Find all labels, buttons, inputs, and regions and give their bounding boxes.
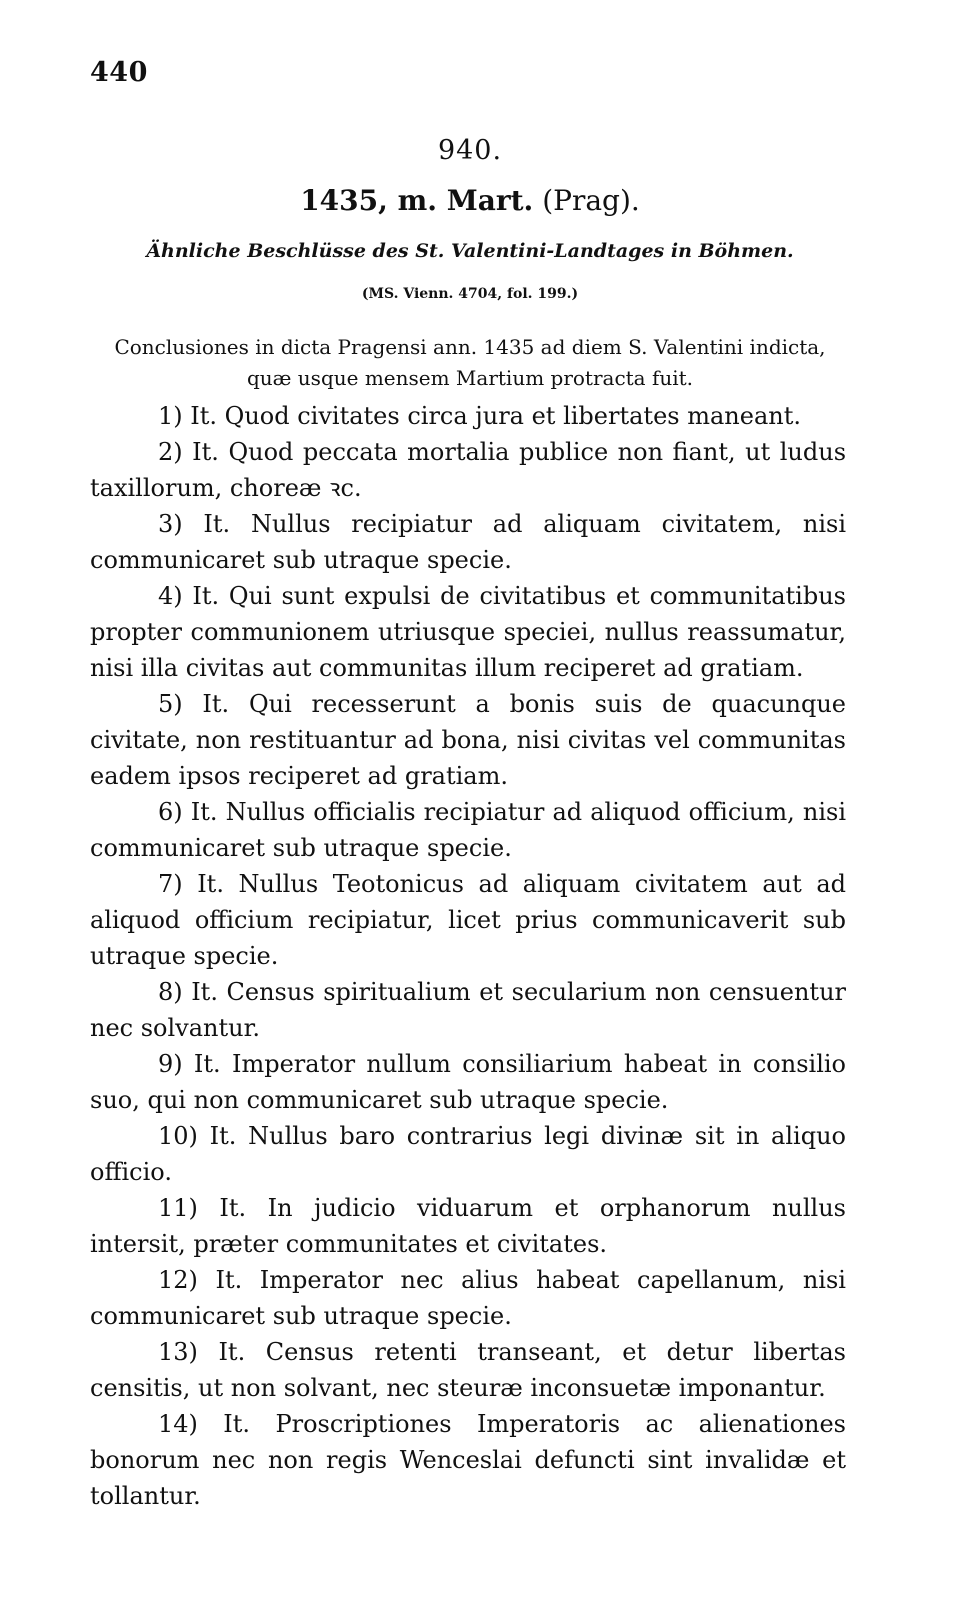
- item-number: 1) It.: [158, 402, 218, 430]
- list-item: [90, 974, 846, 1046]
- item-number: 4) It.: [158, 582, 220, 610]
- list-item: [90, 1262, 846, 1334]
- item-text: Census spiritualium et secularium non censuentur nec solvantur.: [90, 978, 846, 1042]
- item-text: Nullus Teotonicus ad aliquam civitatem aut ad aliquod officium recipiatur, licet prius communicaverit sub utraque specie.: [90, 870, 846, 970]
- item-text: Qui sunt expulsi de civitatibus et communitatibus propter communionem utriusque speciei, nullus reassumatur, nisi illa civitas aut communitas illum reciperet ad gratiam.: [90, 582, 846, 682]
- list-item: [90, 434, 846, 506]
- date-line: [90, 184, 850, 217]
- item-number: 12) It.: [158, 1266, 243, 1294]
- item-number: 2) It.: [158, 438, 219, 466]
- list-item: [90, 1190, 846, 1262]
- item-number: 3) It.: [158, 510, 231, 538]
- item-text: Imperator nec alius habeat capellanum, nisi communicaret sub utraque specie.: [90, 1266, 846, 1330]
- list-item: [90, 398, 846, 434]
- list-item: [90, 578, 846, 686]
- place: (Prag).: [542, 184, 640, 217]
- document-subtitle: Ähnliche Beschlüsse des St. Valentini-Landtages in Böhmen.: [146, 240, 794, 262]
- item-text: Nullus officialis recipiatur ad aliquod officium, nisi communicaret sub utraque specie.: [90, 798, 846, 862]
- list-item: [90, 794, 846, 866]
- item-number: 13) It.: [158, 1338, 246, 1366]
- item-text: Nullus recipiatur ad aliquam civitatem, nisi communicaret sub utraque specie.: [90, 510, 847, 574]
- date: 1435, m. Mart.: [300, 184, 534, 217]
- item-text: Quod civitates circa jura et libertates maneant.: [224, 402, 801, 430]
- item-text: Quod peccata mortalia publice non fiant, ut ludus taxillorum, choreæ ꝛc.: [90, 438, 847, 502]
- list-item: [90, 1118, 846, 1190]
- item-number: 9) It.: [158, 1050, 221, 1078]
- item-number: 8) It.: [158, 978, 218, 1006]
- item-number: 11) It.: [158, 1194, 247, 1222]
- list-item: [90, 686, 846, 794]
- document-number: 940.: [437, 135, 503, 166]
- list-item: [90, 506, 846, 578]
- item-text: Qui recesserunt a bonis suis de quacunque civitate, non restituantur ad bona, nisi civitas vel communitas eadem ipsos reciperet ad gratiam.: [90, 690, 846, 790]
- item-text: Nullus baro contrarius legi divinæ sit in aliquo officio.: [90, 1122, 846, 1186]
- item-number: 10) It.: [158, 1122, 237, 1150]
- list-item: [90, 1046, 846, 1118]
- item-number: 5) It.: [158, 690, 230, 718]
- item-number: 6) It.: [158, 798, 218, 826]
- source-reference: (MS. Vienn. 4704, fol. 199.): [361, 286, 579, 302]
- item-text: Census retenti transeant, et detur libertas censitis, ut non solvant, nec steuræ inconsuetæ imponantur.: [90, 1338, 846, 1402]
- item-number: 7) It.: [158, 870, 224, 898]
- page-number: 440: [90, 57, 148, 88]
- intro-paragraph: Conclusiones in dicta Pragensi ann. 1435 ad diem S. Valentini indicta, quæ usque mensem Martium protracta fuit.: [114, 335, 826, 390]
- item-text: Imperator nullum consiliarium habeat in consilio suo, qui non communicaret sub utraque specie.: [90, 1050, 846, 1114]
- list-item: [90, 1334, 846, 1406]
- item-text: Proscriptiones Imperatoris ac alienationes bonorum nec non regis Wenceslai defuncti sint invalidæ et tollantur.: [90, 1410, 846, 1510]
- item-text: In judicio viduarum et orphanorum nullus intersit, præter communitates et civitates.: [90, 1194, 847, 1258]
- item-number: 14) It.: [158, 1410, 251, 1438]
- list-item: [90, 1406, 846, 1514]
- list-item: [90, 866, 846, 974]
- conclusions-list: [90, 398, 846, 1514]
